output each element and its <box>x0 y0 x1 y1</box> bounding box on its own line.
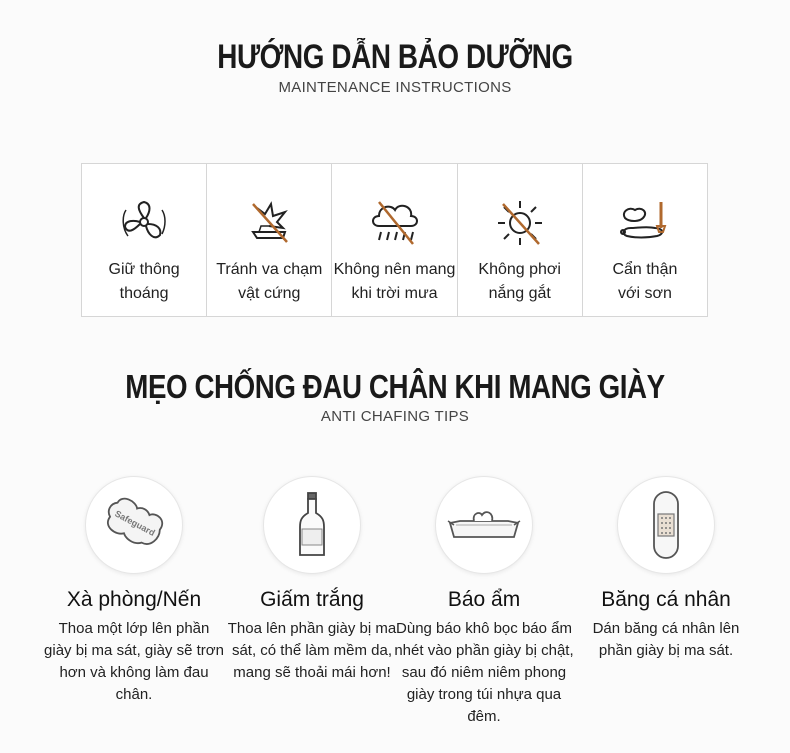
paint-icon <box>617 198 673 246</box>
tip-title: Xà phòng/Nến <box>66 588 202 611</box>
tips-title: MẸO CHỐNG ĐAU CHÂN KHI MANG GIÀY <box>125 368 665 405</box>
bandage-icon <box>652 490 680 560</box>
wet-wipes-icon <box>446 505 522 545</box>
tip-title: Băng cá nhân <box>601 588 731 611</box>
no-impact-icon <box>245 198 293 246</box>
maintenance-item-paint <box>583 164 707 316</box>
tip-soap <box>39 476 229 706</box>
tip-description: Dán băng cá nhân lên phần giày bị ma sát. <box>592 620 740 659</box>
tip-description: Thoa lên phần giày bị ma sát, có thể làm mềm da, mang sẽ thoải mái hơn! <box>227 620 397 681</box>
maintenance-label: Tránh va chạm vật cứng <box>216 261 323 302</box>
maintenance-label: Giữ thông thoáng <box>108 261 180 302</box>
tip-title: Báo ẩm <box>447 588 521 611</box>
no-rain-icon <box>369 198 421 246</box>
soap-icon <box>99 497 169 553</box>
maintenance-label: Cẩn thận với sơn <box>612 261 678 302</box>
tip-icon-circle <box>85 476 183 574</box>
maintenance-title: HƯỚNG DẪN BẢO DƯỠNG <box>217 38 573 76</box>
vinegar-bottle-icon <box>297 491 327 559</box>
maintenance-item-avoid-impact <box>207 164 332 316</box>
maintenance-label: Không phơi nắng gắt <box>478 261 561 302</box>
maintenance-label: Không nên mang khi trời mưa <box>333 261 456 302</box>
maintenance-subtitle: MAINTENANCE INSTRUCTIONS <box>278 79 512 96</box>
tip-icon-circle <box>263 476 361 574</box>
maintenance-grid <box>81 163 708 317</box>
soap-brand-text: Safeguard <box>113 508 157 538</box>
tip-wet-paper <box>389 476 579 728</box>
tip-vinegar <box>217 476 407 684</box>
tip-icon-circle <box>617 476 715 574</box>
tip-icon-circle <box>435 476 533 574</box>
maintenance-item-no-rain <box>332 164 457 316</box>
maintenance-item-no-sun <box>458 164 583 316</box>
tips-subtitle: ANTI CHAFING TIPS <box>320 408 470 425</box>
fan-icon <box>120 198 168 246</box>
no-sun-icon <box>495 198 545 248</box>
maintenance-item-ventilate <box>82 164 207 316</box>
tip-title: Giấm trắng <box>260 588 364 611</box>
tip-bandage <box>571 476 761 662</box>
tip-description: Dùng báo khô bọc báo ẩm nhét vào phần giày bị chật, sau đó niêm niêm phong giày trong túi nhựa qua đêm. <box>394 620 574 725</box>
tip-description: Thoa một lớp lên phần giày bị ma sát, giày sẽ trơn hơn và không làm đau chân. <box>44 620 224 703</box>
